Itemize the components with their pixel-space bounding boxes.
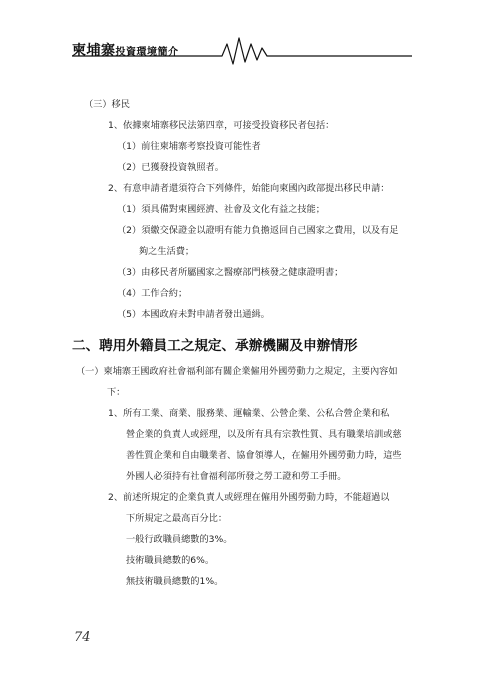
section-two-item-1-line-2: 營企業的負責人或經理，以及所有具有宗教性質、具有職業培訓或慈: [126, 429, 402, 440]
page-header: [0, 0, 480, 70]
section-3-item-2-sub-4: （4）工作合約；: [117, 288, 188, 299]
header-title-main: 柬埔寨: [72, 43, 116, 59]
section-two-item-2-sub-3: 無技術職員總數的1%。: [126, 576, 224, 587]
section-3-item-1-sub-2: （2）已獲發投資執照者。: [117, 162, 224, 173]
section-two-item-1-line-4: 外國人必須持有社會福利部所發之勞工證和勞工手冊。: [126, 471, 347, 482]
section-3-item-1: 1、依據柬埔寨移民法第四章，可接受投資移民者包括：: [108, 120, 335, 131]
section-two-item-2-line-2: 下所規定之最高百分比：: [126, 513, 228, 524]
section-two-item-1-line-3: 善性質企業和自由職業者、協會領導人，在僱用外國勞動力時，這些: [126, 450, 402, 461]
section-two-para-1-line-2: 下：: [107, 387, 126, 398]
section-two-para-1-line-1: （一）柬埔寨王國政府社會福利部有關企業僱用外國勞動力之規定，主要內容如: [76, 366, 398, 377]
header-title: [72, 40, 179, 60]
section-two-item-1-line-1: 1、所有工業、商業、服務業、運輸業、公營企業、公私合營企業和私: [108, 408, 390, 419]
header-title-sub: 投資環境簡介: [115, 47, 179, 58]
section-two-item-2-line-1: 2、前述所規定的企業負責人或經理在僱用外國勞動力時，不能超過以: [108, 492, 390, 503]
section-3-item-1-sub-1: （1）前往柬埔寨考察投資可能性者: [117, 141, 261, 152]
heartbeat-wave: [215, 38, 272, 64]
section-3-item-2-sub-3: （3）由移民者所屬國家之醫療部門核發之健康證明書；: [117, 267, 344, 278]
section-two-item-2-sub-1: 一般行政職員總數的3%。: [126, 534, 233, 545]
section-two-item-2-sub-2: 技術職員總數的6%。: [126, 555, 215, 566]
section-3-item-2-sub-1: （1）須具備對柬國經濟、社會及文化有益之技能；: [117, 204, 325, 215]
section-two-heading: 二、聘用外籍員工之規定、承辦機關及申辦情形: [72, 338, 358, 354]
section-3-item-2-sub-2-line-1: （2）須繳交保證金以證明有能力負擔返回自己國家之費用，以及有足: [117, 225, 399, 236]
section-3-item-2-sub-2-line-2: 夠之生活費；: [139, 246, 195, 257]
section-3-item-2: 2、有意申請者還須符合下列條件，始能向柬國內政部提出移民申請：: [108, 183, 390, 194]
section-3-item-2-sub-5: （5）本國政府未對申請者發出通緝。: [117, 309, 270, 320]
section-3-heading: （三）移民: [84, 99, 130, 110]
page-number: 74: [74, 630, 91, 645]
